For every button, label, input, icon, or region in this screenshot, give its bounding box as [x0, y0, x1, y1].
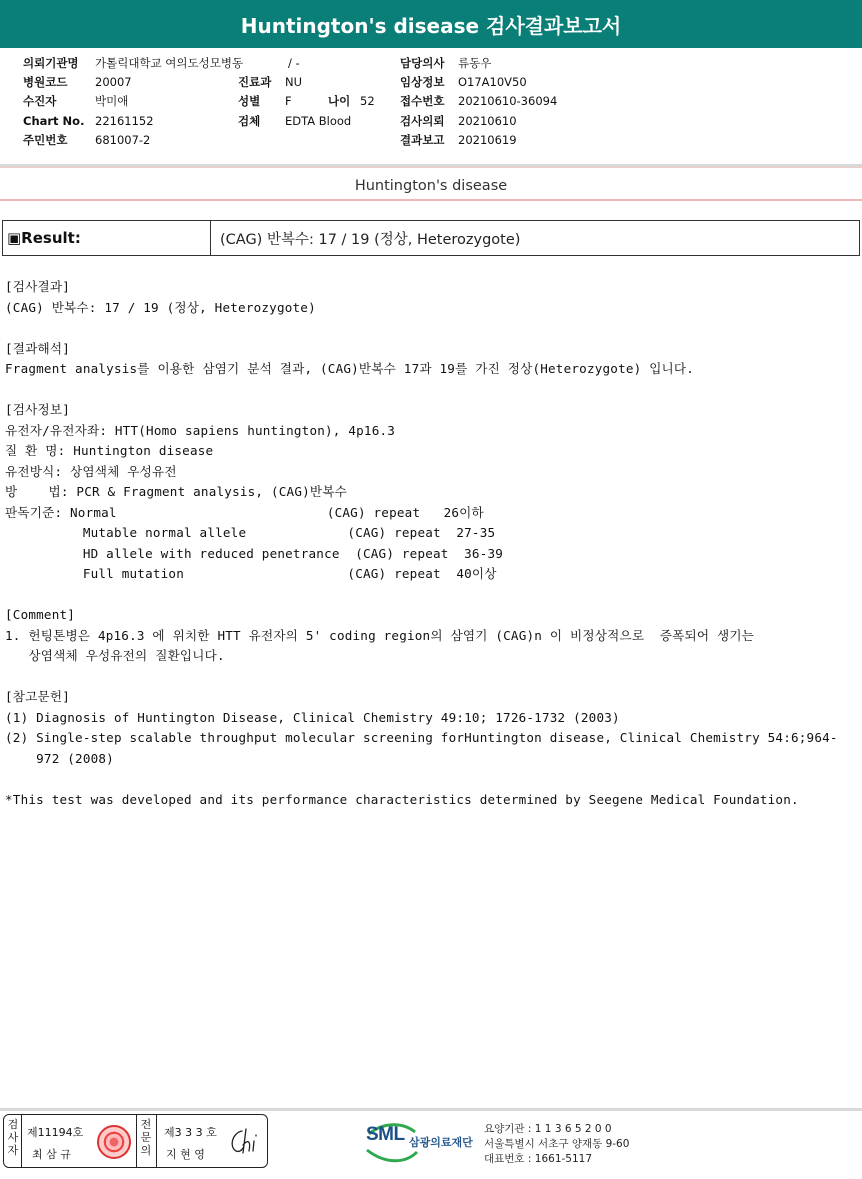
report-body [5, 277, 861, 810]
patient-value: 박미애 [95, 94, 129, 108]
specimen-label: 검체 [238, 114, 261, 128]
receipt-value: 20210610-36094 [458, 94, 558, 108]
org-phone: 대표번호 : 1661-5117 [484, 1153, 593, 1165]
report-body-line: 방 법: PCR & Fragment analysis, (CAG)반복수 [5, 484, 347, 499]
report-body-line: Full mutation (CAG) repeat 40이상 [5, 566, 497, 581]
report-body-line [5, 318, 861, 339]
chart-no-label: Chart No. [23, 114, 85, 128]
divider [136, 1115, 137, 1167]
divider [0, 1108, 862, 1111]
ward-value: / - [288, 56, 300, 70]
org-code: 요양기관 : 1 1 3 6 5 2 0 0 [484, 1123, 612, 1135]
dept-value: NU [285, 75, 303, 89]
sex-value: F [285, 94, 292, 108]
result-label: ▣Result: [3, 221, 211, 255]
chart-no-value: 22161152 [95, 114, 154, 128]
divider [156, 1115, 157, 1167]
sex-label: 성별 [238, 94, 261, 108]
examiner-column-label: 검 사 자 [7, 1118, 19, 1157]
report-body-line [5, 769, 861, 790]
divider [0, 167, 862, 168]
test-subtitle: Huntington's disease [354, 178, 508, 194]
report-body-line: 질 환 명: Huntington disease [5, 443, 214, 458]
hospital-code-value: 20007 [95, 75, 132, 89]
report-body-line: [검사결과] [5, 279, 71, 294]
report-body-line: (1) Diagnosis of Huntington Disease, Clinical Chemistry 49:10; 1726-1732 (2003) [5, 709, 620, 725]
institution-value: 가톨릭대학교 여의도성모병동 [95, 56, 244, 70]
doctor-label: 담당의사 [400, 56, 445, 70]
report-body-line: (CAG) 반복수: 17 / 19 (정상, Heterozygote) [5, 299, 316, 315]
org-address: 서울특별시 서초구 양재동 9-60 [484, 1138, 630, 1150]
receipt-label: 접수번호 [400, 94, 445, 108]
report-body-line: [검사정보] [5, 402, 71, 417]
report-body-line: 상염색체 우성유전의 질환입니다. [5, 648, 225, 663]
specialist-column-label: 전 문 의 [140, 1118, 152, 1157]
specialist-name: 지 현 영 [166, 1148, 205, 1161]
report-body-line [5, 667, 861, 688]
clinical-label: 임상정보 [400, 75, 445, 89]
report-title: Huntington's disease 검사결과보고서 [0, 0, 862, 50]
report-body-line: 972 (2008) [5, 750, 114, 766]
result-value: (CAG) 반복수: 17 / 19 (정상, Heterozygote) [220, 231, 521, 248]
patient-info-block [0, 50, 862, 164]
specialist-license-no: 제3 3 3 호 [164, 1126, 217, 1139]
report-body-line: (2) Single-step scalable throughput molecular screening forHuntington disease, Clinical Chemistry 54:6;964- [5, 730, 838, 745]
report-date-value: 20210619 [458, 133, 517, 147]
seal-stamp-icon [97, 1125, 131, 1159]
divider [21, 1115, 22, 1167]
report-body-line: HD allele with reduced penetrance (CAG) repeat 36-39 [5, 545, 504, 561]
rrn-value: 681007-2 [95, 133, 151, 147]
sml-logo-text: SML [366, 1124, 405, 1145]
clinical-value: O17A10V50 [458, 75, 527, 89]
request-label: 검사의뢰 [400, 114, 445, 128]
dept-label: 진료과 [238, 75, 272, 89]
age-label: 나이 [328, 94, 351, 108]
signature-icon [226, 1125, 264, 1159]
report-body-line: Fragment analysis를 이용한 삼염기 분석 결과, (CAG)반복수 17과 19를 가진 정상(Heterozygote) 입니다. [5, 361, 695, 376]
report-body-line [5, 585, 861, 606]
rrn-label: 주민번호 [23, 133, 68, 147]
report-body-line: 1. 헌팅톤병은 4p16.3 에 위치한 HTT 유전자의 5' coding region의 삼염기 (CAG)n 이 비정상적으로 증폭되어 생기는 [5, 627, 755, 643]
hospital-code-label: 병원코드 [23, 75, 68, 89]
institution-label: 의뢰기관명 [23, 56, 79, 70]
result-summary-box [2, 220, 860, 256]
report-body-line: *This test was developed and its performance characteristics determined by Seegene Medical Foundation. [5, 791, 799, 807]
report-body-line: 유전자/유전자좌: HTT(Homo sapiens huntington), 4p16.3 [5, 422, 396, 438]
divider [0, 199, 862, 201]
report-body-line [5, 380, 861, 401]
examiner-license-no: 제11194호 [27, 1126, 84, 1139]
org-info [484, 1122, 629, 1167]
report-date-label: 결과보고 [400, 133, 445, 147]
report-body-line: Mutable normal allele (CAG) repeat 27-35 [5, 525, 496, 540]
request-value: 20210610 [458, 114, 517, 128]
report-body-line: [결과해석] [5, 340, 71, 356]
report-body-line: [Comment] [5, 607, 76, 622]
signature-stamp-box [3, 1114, 268, 1168]
report-body-line: 판독기준: Normal (CAG) repeat 26이하 [5, 504, 484, 520]
doctor-value: 류동우 [458, 56, 492, 70]
age-value: 52 [360, 94, 375, 108]
examiner-name: 최 삼 규 [32, 1148, 71, 1161]
patient-label: 수진자 [23, 94, 57, 108]
report-body-line: 유전방식: 상염색체 우성유전 [5, 463, 177, 479]
specimen-value: EDTA Blood [285, 114, 352, 128]
org-name: 삼광의료재단 [409, 1136, 473, 1149]
report-body-line: [참고문헌] [5, 689, 71, 704]
